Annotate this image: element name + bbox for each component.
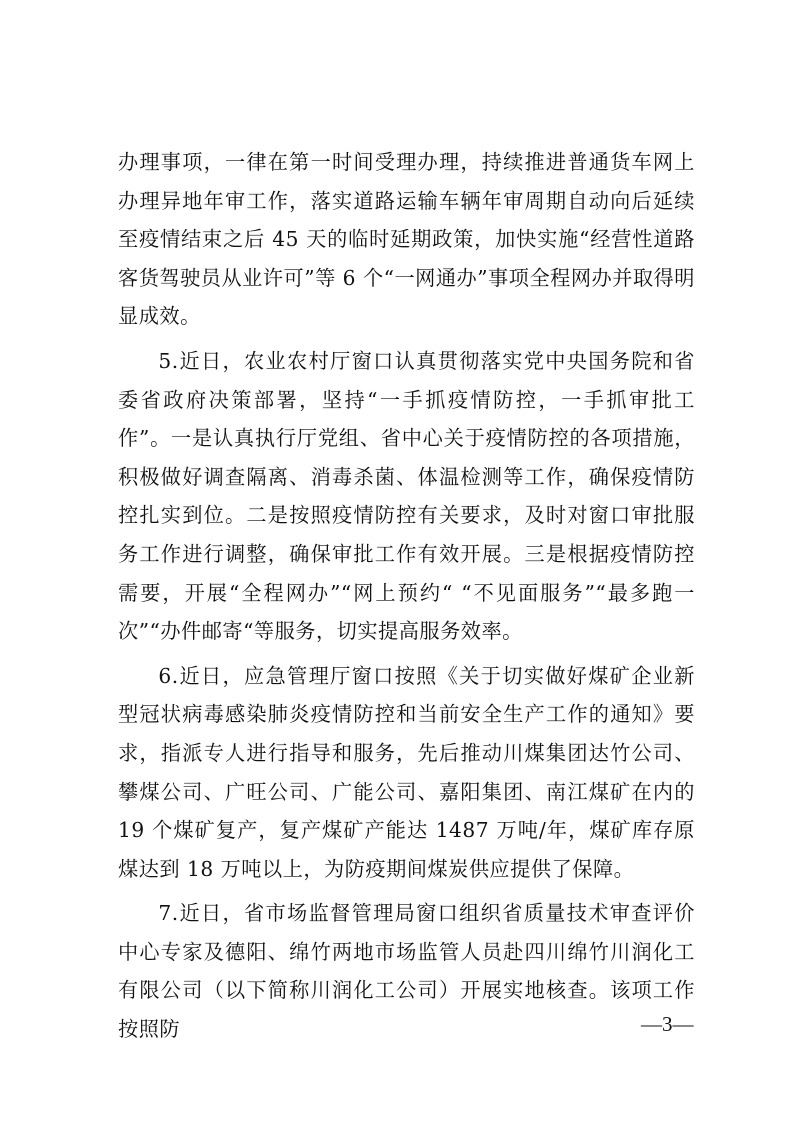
paragraph-item-7: 7.近日，省市场监督管理局窗口组织省质量技术审查评价中心专家及德阳、绵竹两地市场监管人员赴四川绵竹川润化工有限公司（以下简称川润化工公司）开展实地核查。该项工作按照防 — [118, 901, 695, 1042]
page-number: —3— — [641, 1012, 694, 1036]
paragraph-continuation: 办理事项，一律在第一时间受理办理，持续推进普通货车网上办理异地年审工作，落实道路运输车辆年审周期自动向后延续至疫情结束之后 45 天的临时延期政策，加快实施“经营性道路客货驾驶员从业许可”等 6 个“一网通办”事项全程网办并取得明显成效。 — [118, 150, 695, 329]
paragraph-item-5: 5.近日，农业农村厅窗口认真贯彻落实党中央国务院和省委省政府决策部署，坚持“一手抓疫情防控，一手抓审批工作”。一是认真执行厅党组、省中心关于疫情防控的各项措施，积极做好调查隔离、消毒杀菌、体温检测等工作，确保疫情防控扎实到位。二是按照疫情防控有关要求，及时对窗口审批服务工作进行调整，确保审批工作有效开展。三是根据疫情防控需要，开展“全程网办”“网上预约“ “不见面服务”“最多跑一次”“办件邮寄“等服务，切实提高服务效率。 — [118, 348, 695, 644]
document-body — [118, 143, 695, 1049]
paragraph-item-6: 6.近日，应急管理厅窗口按照《关于切实做好煤矿企业新型冠状病毒感染肺炎疫情防控和当前安全生产工作的通知》要求，指派专人进行指导和服务，先后推动川煤集团达竹公司、攀煤公司、广旺公司、广能公司、嘉阳集团、南江煤矿在内的 19 个煤矿复产，复产煤矿产能达 1487 万吨/年，煤矿库存原煤达到 18 万吨以上，为防疫期间煤炭供应提供了保障。 — [118, 663, 695, 881]
